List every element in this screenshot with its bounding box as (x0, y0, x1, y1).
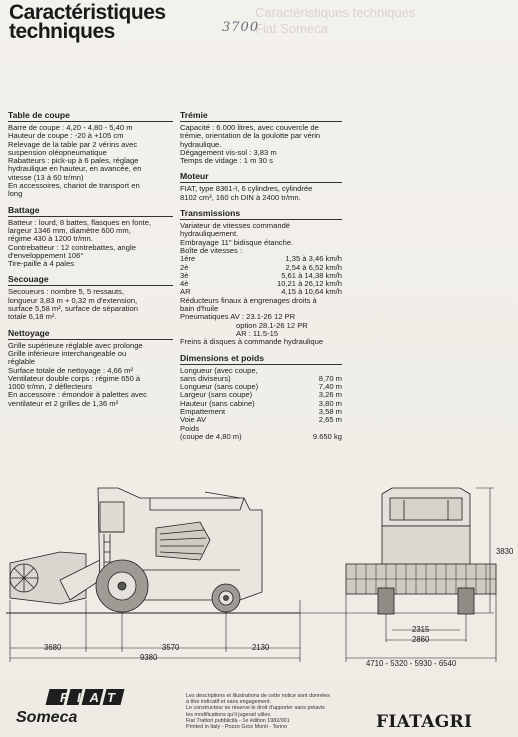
legal-disclaimer (186, 693, 366, 730)
section-secouage (8, 274, 173, 321)
text-line: AR : 11.5-15 (236, 328, 279, 338)
section-table-de-coupe (8, 110, 173, 199)
dim-label-widths: 4710 - 5320 - 5930 - 6540 (366, 659, 457, 668)
text-line: long (8, 189, 23, 199)
text-line: longueur 3,83 m + 0,32 m d'extension, (8, 295, 138, 305)
section-title: Nettoyage (8, 328, 173, 340)
text-line: option 28.1-26 12 PR (236, 320, 308, 330)
rear-wheel-icon (212, 584, 240, 612)
section-dimensions (180, 353, 342, 442)
text-line: Capacité : 6.000 litres, avec couvercle de (180, 123, 319, 132)
section-title: Transmissions (180, 208, 342, 220)
cab (100, 502, 124, 532)
fiatagri-logo: FIATAGRI (376, 712, 473, 732)
table-row (180, 433, 342, 441)
gear-speed: 4,15 à 10,64 km/h (281, 287, 342, 297)
section-title: Moteur (180, 171, 342, 183)
section-moteur (180, 171, 342, 202)
text-line: Grille inférieure interchangeable ou (8, 348, 127, 358)
section-title: Table de coupe (8, 110, 173, 122)
dim-label-3830: 3830 (496, 547, 514, 556)
title-line-1: Caractéristiques (9, 1, 166, 24)
someca-wordmark: Someca (16, 709, 78, 726)
section-title: Secouage (8, 274, 173, 286)
combine-harvester-drawing (0, 470, 518, 670)
rear-cab (390, 498, 462, 520)
text-line: trémie, orientation de la goulotte par vérin (180, 131, 321, 141)
text-line: Fiat Trattori pubblicità - 1e édition 1982/001 (186, 717, 290, 724)
dim-label: Voie AV (180, 415, 207, 425)
text-line: Surface totale de nettoyage : 4,66 m² (8, 365, 133, 375)
text-line: suspension oléopneumatique (8, 147, 107, 157)
dim-value: 9.650 kg (312, 431, 342, 441)
dim-label-2130: 2130 (252, 643, 270, 652)
gear-label: 1ère (180, 254, 196, 264)
text-line: hydrauliquement. (180, 229, 239, 239)
dim-value: 8,70 m (318, 373, 342, 383)
text-line: Freins à disques à commande hydraulique (180, 337, 324, 347)
dim-label-3570: 3570 (162, 643, 180, 652)
table-row (180, 416, 342, 424)
text-line: Tire-paille à 4 pales (8, 259, 74, 269)
text-line: surface 5,58 m², surface de séparation (8, 304, 139, 314)
text-line: Relevage de la table par 2 vérins avec (8, 139, 138, 149)
text-line: Le constructeur se réserve le droit d'apporter sans préavis (186, 705, 325, 712)
dim-label: (coupe de 4,80 m) (180, 431, 242, 441)
text-line: Réducteurs finaux à engrenages droits à (180, 295, 317, 305)
rear-body (382, 526, 470, 570)
gear-label: AR (180, 287, 191, 297)
dim-label: Longueur (sans coupe) (180, 382, 259, 392)
section-transmissions (180, 208, 342, 346)
dim-label-2315: 2315 (412, 625, 430, 634)
text-line: Dégagement vis-sol : 3,83 m (180, 147, 277, 157)
dim-label-3680: 3680 (44, 643, 62, 652)
section-title: Dimensions et poids (180, 353, 342, 365)
text-line: largeur 1346 mm, diamètre 600 mm, (8, 225, 131, 235)
text-line: Pneumatiques AV : 23.1-26 12 PR (180, 312, 296, 322)
text-line: Embrayage 11" bidisque étanche. (180, 237, 294, 247)
gear-table (180, 255, 342, 296)
gear-speed: 2,54 à 6,52 km/h (285, 262, 342, 272)
text-line: hydraulique en hauteur, en avancée, en (8, 164, 142, 174)
text-line: Les descriptions et illustrations de cette notice sont données (186, 693, 330, 699)
fiat-someca-logo (14, 687, 144, 727)
text-line: Hauteur de coupe : -20 à +105 cm (8, 131, 124, 141)
show-through-text: Caractéristiques techniques Fiat Someca (255, 5, 416, 36)
text-line: En accessoires, chariot de transport en (8, 181, 140, 191)
section-nettoyage (8, 328, 173, 408)
dim-label: sans diviseurs) (180, 373, 231, 383)
text-line: vitesse (13 à 60 tr/mn) (8, 172, 84, 182)
text-line: FIAT, type 8361-I, 6 cylindres, cylindrée (180, 184, 313, 194)
dimensions-table (180, 367, 342, 442)
dim-label: Empattement (180, 407, 226, 417)
rear-left-wheel-icon (378, 588, 394, 614)
text-line: 8102 cm³, 160 ch DIN à 2400 tr/mn. (180, 192, 301, 202)
dim-label-9380: 9380 (140, 653, 158, 662)
section-tremie (180, 110, 342, 165)
dim-label: Poids (180, 423, 199, 433)
reel-icon (10, 564, 38, 592)
text-line: Temps de vidage : 1 m 30 s (180, 156, 273, 166)
dim-label: Longueur (avec coupe, (180, 365, 258, 375)
text-line: hydraulique. (180, 139, 222, 149)
text-line: ventilateur et 2 grilles de 1,36 m² (8, 398, 119, 408)
dim-value: 7,40 m (318, 382, 342, 392)
handwritten-note: 3700 (222, 20, 260, 35)
dim-label: Largeur (sans coupe) (180, 390, 253, 400)
rear-right-wheel-icon (458, 588, 474, 614)
text-line: Variateur de vitesses commandé (180, 221, 291, 231)
section-title: Trémie (180, 110, 342, 122)
text-line: totale 6,18 m². (8, 312, 57, 322)
gear-speed: 1,35 à 3,46 km/h (285, 254, 342, 264)
dim-label-2860: 2860 (412, 635, 430, 644)
gear-label: 2è (180, 262, 189, 272)
gear-label: 3è (180, 270, 189, 280)
right-column (180, 110, 342, 447)
dim-label: Hauteur (sans cabine) (180, 398, 255, 408)
text-line: Rabatteurs : pick-up à 6 pales, réglage (8, 156, 139, 166)
text-line: Boîte de vitesses : (180, 245, 243, 255)
fiat-wordmark: FIAT (60, 690, 124, 705)
text-line: les modifications qu'il jugerait utiles. (186, 711, 272, 718)
text-line: Batteur : lourd, 8 battes, flasques en fonte, (8, 217, 152, 227)
rear-view (346, 488, 496, 614)
dim-value: 3,26 m (318, 390, 342, 400)
text-line: régime 430 à 1200 tr/mn. (8, 234, 93, 244)
unloading-auger (205, 492, 240, 498)
text-line: Secoueurs : nombre 5, 5 ressauts, (8, 287, 125, 297)
page-title (9, 3, 166, 41)
text-line: Contrebatteur : 12 contrebattes, angle (8, 242, 136, 252)
section-battage (8, 205, 173, 269)
left-column (8, 110, 173, 414)
text-line: 1000 tr/mn, 2 déflecteurs (8, 382, 92, 392)
gear-speed: 10,21 à 26,12 km/h (276, 279, 342, 289)
title-line-2: techniques (9, 20, 115, 43)
text-line: à titre indicatif et sans engagement. (186, 699, 272, 706)
text-line: réglable (8, 357, 36, 367)
side-view (6, 488, 300, 613)
text-line: Printed in Italy - Pozzo Gros Monti - Torino (186, 724, 288, 731)
text-line: En accessoire : émondoir à palettes avec (8, 390, 147, 400)
dim-value: 2,65 m (318, 415, 342, 425)
text-line: Grille supérieure réglable avec prolonge (8, 340, 143, 350)
section-title: Battage (8, 205, 173, 217)
dim-value: 3,58 m (318, 407, 342, 417)
text-line: d'enveloppement 106° (8, 250, 84, 260)
gear-speed: 5,61 à 14,38 km/h (281, 270, 342, 280)
text-line: bain d'huile (180, 304, 219, 314)
front-wheel-icon (96, 560, 148, 612)
gear-label: 4è (180, 279, 189, 289)
text-line: Ventilateur double corps : régime 650 à (8, 373, 141, 383)
dim-value: 3,80 m (318, 398, 342, 408)
text-line: Barre de coupe : 4,20 - 4,80 - 5,40 m (8, 123, 133, 132)
